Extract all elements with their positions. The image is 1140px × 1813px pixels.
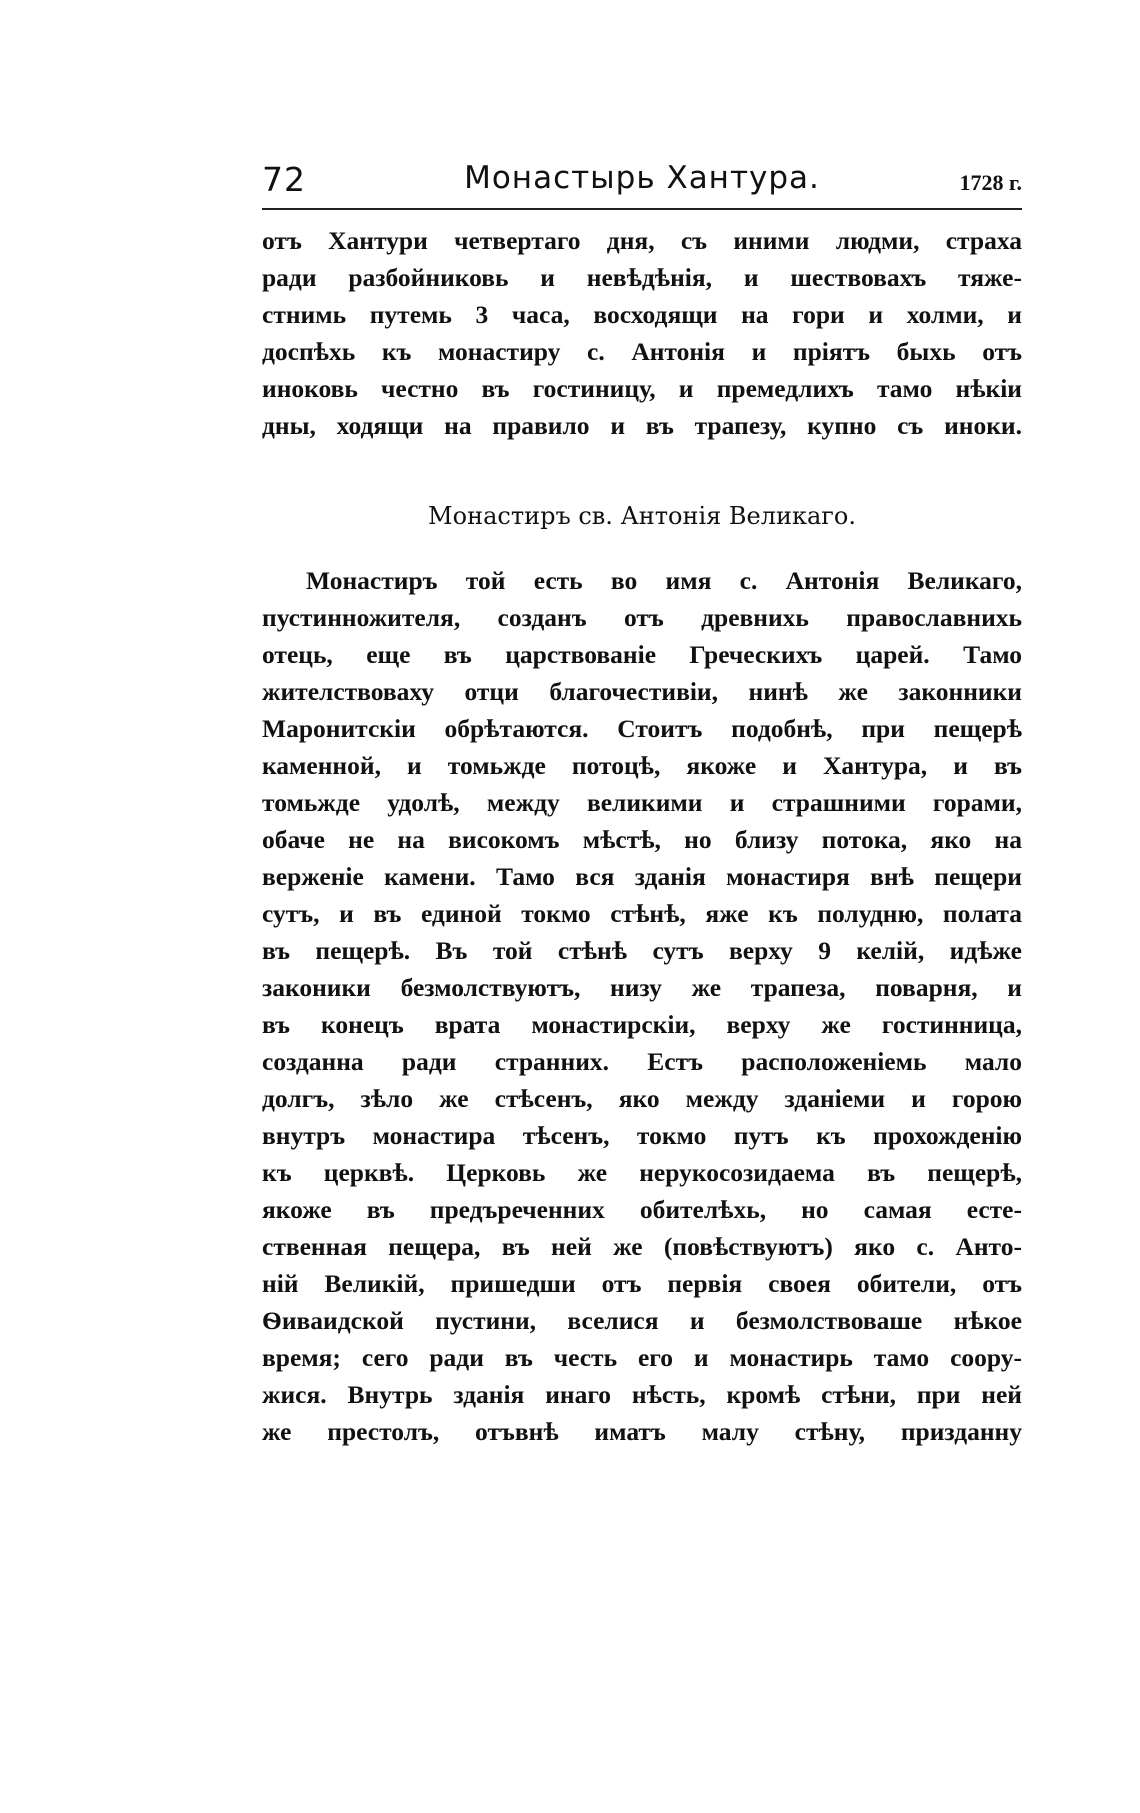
text-line: Монастиръ той есть во имя с. Антонія Великаго, <box>306 566 1022 595</box>
running-head-year: 1728 г. <box>959 170 1022 195</box>
text-line: пустинножителя, созданъ отъ древнихь православнихь <box>262 603 1022 632</box>
text-line: доспѣхь къ монастиру с. Антонія и пріятъ быхь отъ <box>262 337 1022 366</box>
text-line: Маронитскіи обрѣтаются. Стоитъ подобнѣ, при пещерѣ <box>262 714 1022 743</box>
text-line: въ пещерѣ. Въ той стѣнѣ сутъ верху 9 келій, идѣже <box>262 936 1022 965</box>
text-line: же престолъ, отъвнѣ иматъ малу стѣну, призданну <box>262 1417 1022 1446</box>
text-line: Ѳиваидской пустини, вселися и безмолствоваше нѣкое <box>262 1306 1022 1335</box>
text-line: ственная пещера, въ ней же (повѣствуютъ) яко с. Анто- <box>262 1232 1022 1261</box>
text-line: долгъ, зѣло же стѣсенъ, яко между зданіеми и горою <box>262 1084 1022 1113</box>
text-line: ній Великій, пришедши отъ первія своея обители, отъ <box>262 1269 1022 1298</box>
text-line: жися. Внутрь зданія инаго нѣсть, кромѣ стѣни, при ней <box>262 1380 1022 1409</box>
text-line: томьжде удолѣ, между великими и страшними горами, <box>262 788 1022 817</box>
text-line: обаче не на високомъ мѣстѣ, но близу потока, яко на <box>262 825 1022 854</box>
running-head-title: Монастырь Хантура. <box>464 160 820 196</box>
text-line: сутъ, и въ единой токмо стѣнѣ, яже къ полудню, полата <box>262 899 1022 928</box>
text-line: дны, ходящи на правило и въ трапезу, купно съ иноки. <box>262 411 1022 440</box>
running-head <box>262 160 1022 214</box>
paragraph-main <box>262 562 1022 1450</box>
text-line: внутръ монастира тѣсенъ, токмо путъ къ прохожденію <box>262 1121 1022 1150</box>
book-page <box>262 160 1022 1450</box>
text-line: въ конецъ врата монастирскіи, верху же гостинница, <box>262 1010 1022 1039</box>
page-number: 72 <box>262 160 306 199</box>
text-line: къ церквѣ. Церковь же нерукосозидаема въ пещерѣ, <box>262 1158 1022 1187</box>
text-line: ради разбойниковь и невѣдѣнія, и шествовахъ тяже- <box>262 263 1022 292</box>
header-rule <box>262 208 1022 210</box>
text-line: стнимь путемь 3 часа, восходящи на гори и холми, и <box>262 300 1022 329</box>
text-line: якоже въ предъреченних обителѣхь, но самая есте- <box>262 1195 1022 1224</box>
text-line: верженіе камени. Тамо вся зданія монастиря внѣ пещери <box>262 862 1022 891</box>
text-line: законики безмолствуютъ, низу же трапеза, поварня, и <box>262 973 1022 1002</box>
text-line: отець, еще въ царствованіе Греческихъ царей. Тамо <box>262 640 1022 669</box>
text-line: созданна ради странних. Естъ расположеніемь мало <box>262 1047 1022 1076</box>
text-line: отъ Хантури четвертаго дня, съ иними людми, страха <box>262 226 1022 255</box>
section-heading: Монастиръ св. Антонія Великаго. <box>428 502 856 530</box>
text-line: время; сего ради въ честь его и монастирь тамо соору- <box>262 1343 1022 1372</box>
text-line: каменной, и томьжде потоцѣ, якоже и Хантура, и въ <box>262 751 1022 780</box>
text-line: иноковь честно въ гостиницу, и премедлихъ тамо нѣкіи <box>262 374 1022 403</box>
text-line: жителствоваху отци благочестивіи, нинѣ же законники <box>262 677 1022 706</box>
paragraph-continued <box>262 222 1022 444</box>
